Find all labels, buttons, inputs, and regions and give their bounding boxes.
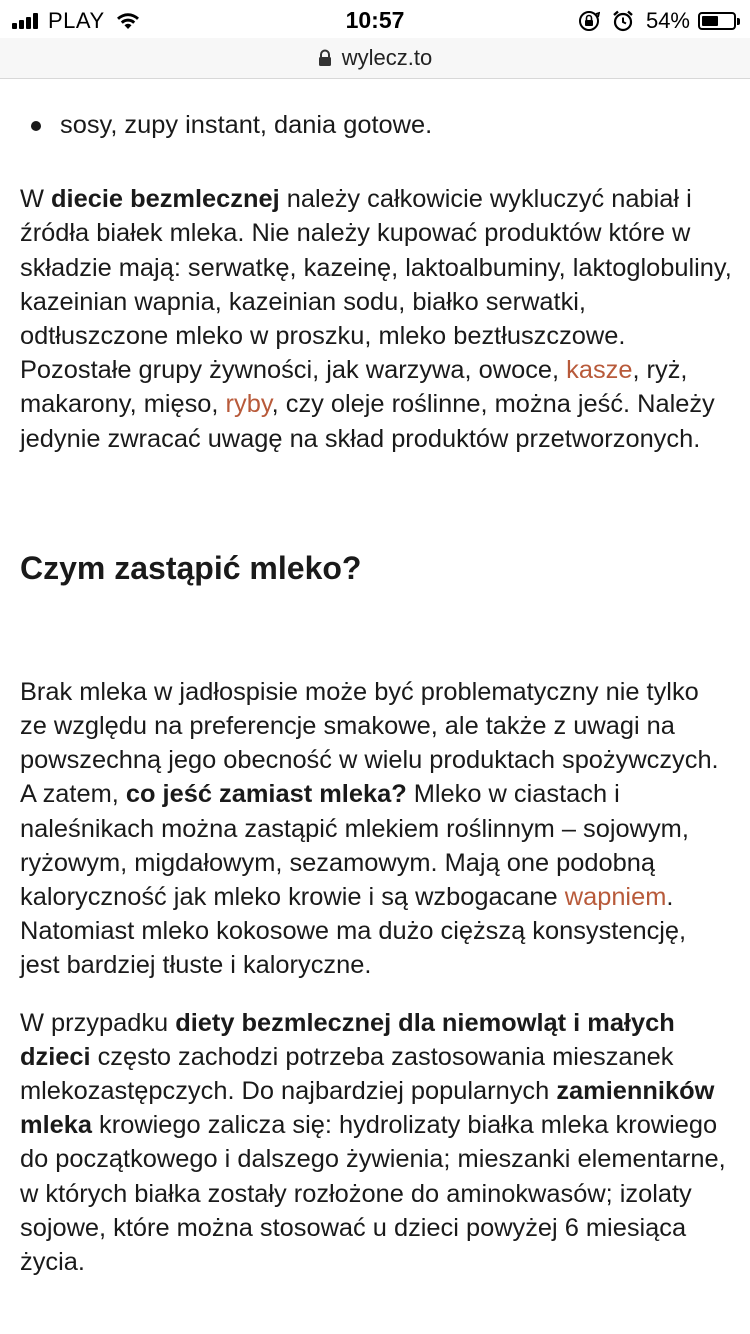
article-content <box>20 80 732 1279</box>
carrier-name: PLAY <box>48 8 105 33</box>
text-span: krowiego zalicza się: hydrolizaty białka mleka krowiego do początkowego i dalszego żywienia; mieszanki elementarne, w których białka zostały rozłożone do aminokwasów; izolaty sojowe, które można stosować u dzieci powyżej 6 miesiąca życia. <box>20 1111 726 1277</box>
status-right <box>578 8 736 34</box>
paragraph-dairy-free-diet <box>20 182 732 456</box>
bold-text: diety bezmlecznej dla niemowląt i małych dzieci <box>20 1008 675 1071</box>
link-ryby[interactable]: ryby <box>225 390 272 419</box>
text-span: , ryż, makarony, mięso, <box>20 356 688 419</box>
text-span: Brak mleka w jadłospisie może być problematyczny nie tylko ze względu na preferencje smakowe, ale także z uwagi na powszechną jego obecność w wielu produktach spożywczych. A zatem, <box>20 677 719 809</box>
paragraph-infant-diet <box>20 1006 732 1280</box>
bold-text: diecie bezmlecznej <box>51 185 280 214</box>
section-heading: Czym zastąpić mleko? <box>20 549 362 586</box>
orientation-lock-icon <box>578 10 600 32</box>
battery-percent: 54% <box>645 8 690 33</box>
url-text: wylecz.to <box>341 45 433 70</box>
lock-icon <box>318 49 332 67</box>
text-span: należy całkowicie wykluczyć nabiał i źródła białek mleka. Nie należy kupować produktów które w składzie mają: serwatkę, kazeinę, laktoalbuminy, laktoglobuliny, kazeinian wapnia, kazeinian sodu, białko serwatki, odtłuszczone mleko w proszku, mleko beztłuszczowe. Pozostałe grupy żywności, jak warzywa, owoce, <box>20 185 732 385</box>
bold-text: zamienników mleka <box>20 1077 715 1140</box>
text-span: W <box>20 185 52 214</box>
link-wapniem[interactable]: wapniem <box>564 883 667 912</box>
list-item: sosy, zupy instant, dania gotowe. <box>20 108 732 142</box>
alarm-icon <box>612 10 634 32</box>
paragraph-milk-substitutes <box>20 675 732 983</box>
bold-text: co jeść zamiast mleka? <box>125 780 407 809</box>
url-bar[interactable] <box>0 38 750 79</box>
text-span: W przypadku <box>20 1008 176 1037</box>
status-bar <box>0 0 750 42</box>
text-span: często zachodzi potrzeba zastosowania mieszanek mlekozastępczych. Do najbardziej popularnych <box>20 1042 674 1106</box>
text-span: Mleko w ciastach i naleśnikach można zastąpić mlekiem roślinnym – sojowym, ryżowym, migdałowym, sezamowym. Mają one podobną kaloryczność jak mleko krowie i są wzbogacane <box>20 780 689 912</box>
text-span: . Natomiast mleko kokosowe ma dużo cięższą konsystencję, jest bardziej tłuste i kaloryczne. <box>20 883 687 980</box>
battery-icon <box>698 12 736 30</box>
url-display[interactable] <box>318 45 432 71</box>
link-kasze[interactable]: kasze <box>566 356 633 385</box>
text-span: , czy oleje roślinne, można jeść. Należy jedynie zwracać uwagę na skład produktów przetworzonych. <box>20 390 715 453</box>
status-time: 10:57 <box>345 7 405 33</box>
battery-level <box>702 16 718 26</box>
bullet-list <box>20 108 732 142</box>
